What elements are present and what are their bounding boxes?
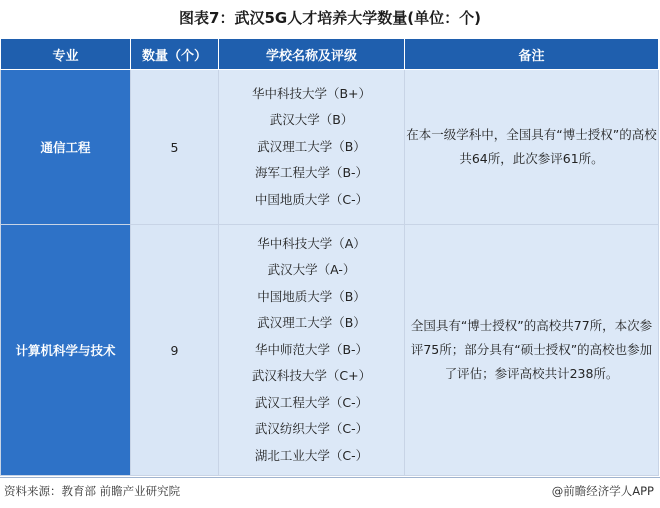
figure-title: 图表7：武汉5G人才培养大学数量(单位：个) <box>179 9 481 27</box>
credit-text: @前瞻经济学人APP <box>551 484 654 498</box>
header-schools: 学校名称及评级 <box>219 39 405 70</box>
table-row <box>1 70 659 225</box>
data-table <box>0 38 659 476</box>
school-item: 华中科技大学（A） <box>257 235 366 251</box>
school-item: 海军工程大学（B-） <box>254 165 369 181</box>
header-major: 专业 <box>1 39 131 70</box>
header-note: 备注 <box>405 39 659 70</box>
count-cell: 5 <box>131 70 219 225</box>
school-item: 中国地质大学（B） <box>257 288 366 304</box>
major-cell: 计算机科学与技术 <box>1 225 131 476</box>
school-item: 武汉大学（A-） <box>267 262 356 278</box>
school-item: 武汉理工大学（B） <box>257 315 366 331</box>
major-cell: 通信工程 <box>1 70 131 225</box>
table-header-row <box>1 39 659 70</box>
school-item: 武汉理工大学（B） <box>257 138 366 154</box>
count-cell: 9 <box>131 225 219 476</box>
footer <box>0 480 660 502</box>
note-cell: 全国具有“博士授权”的高校共77所，本次参评75所；部分具有“硕士授权”的高校也参加了评估；参评高校共计238所。 <box>405 225 659 476</box>
school-item: 中国地质大学（C-） <box>254 191 369 207</box>
table-row <box>1 225 659 476</box>
school-item: 武汉大学（B） <box>269 112 354 128</box>
footer-divider <box>0 477 660 478</box>
school-item: 武汉科技大学（C+） <box>251 368 372 384</box>
school-item: 湖北工业大学（C-） <box>254 447 369 463</box>
school-item: 武汉工程大学（C-） <box>254 394 369 410</box>
school-item: 华中师范大学（B-） <box>254 341 369 357</box>
source-text: 资料来源：教育部 前瞻产业研究院 <box>4 484 181 498</box>
school-item: 武汉纺织大学（C-） <box>254 421 369 437</box>
header-count: 数量（个） <box>131 39 219 70</box>
schools-cell <box>219 225 405 476</box>
schools-cell <box>219 70 405 225</box>
school-item: 华中科技大学（B+） <box>251 85 372 101</box>
note-cell: 在本一级学科中，全国具有“博士授权”的高校共64所，此次参评61所。 <box>405 70 659 225</box>
